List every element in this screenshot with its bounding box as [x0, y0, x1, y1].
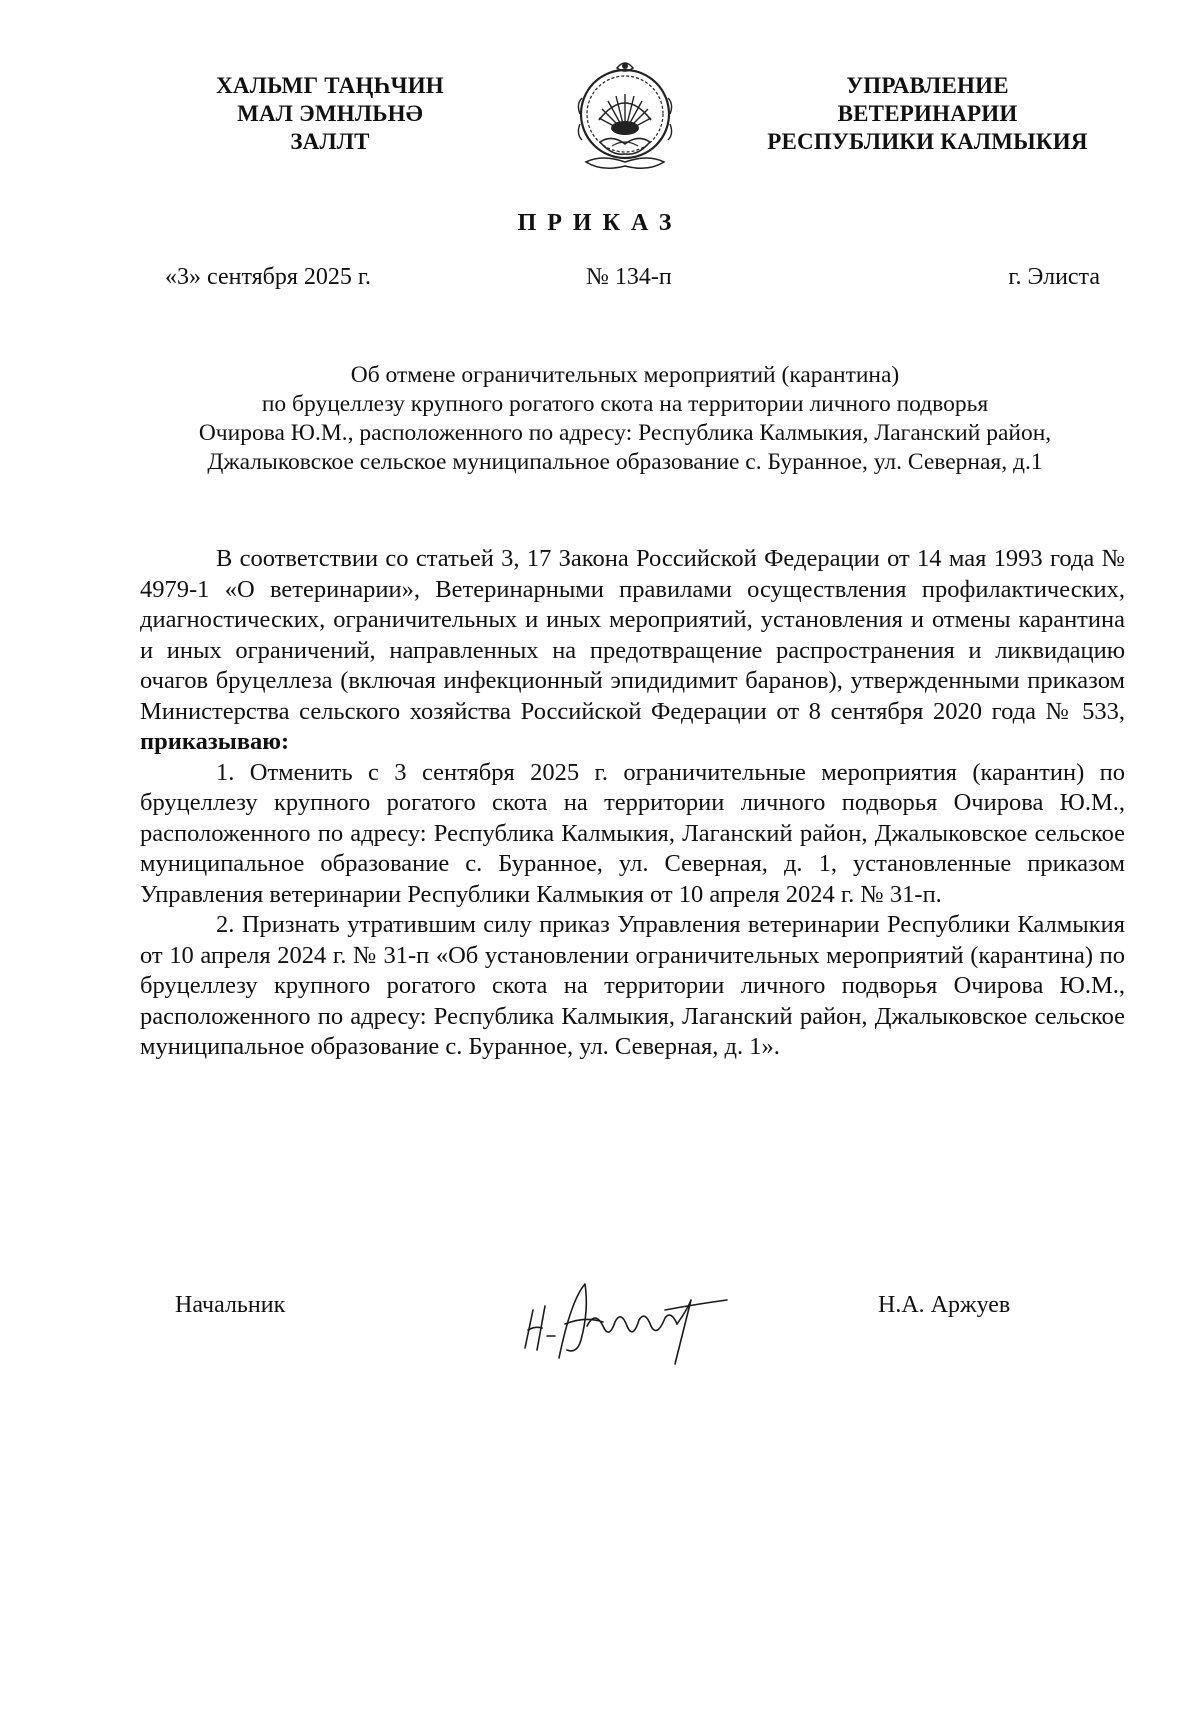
order-word: приказываю:	[140, 728, 290, 755]
document-date: «3» сентября 2025 г.	[165, 264, 372, 290]
signature-block	[0, 1270, 1200, 1380]
header-right-line-2: ВЕТЕРИНАРИИ	[837, 101, 1018, 126]
signatory-name: Н.А. Аржуев	[878, 1292, 1011, 1318]
header-russian-agency	[760, 72, 1095, 156]
header-left-line-1: ХАЛЬМГ ТАҢҺЧИН	[216, 73, 444, 98]
handwritten-signature	[515, 1270, 735, 1370]
document-subject	[130, 361, 1120, 477]
header-left-line-2: МАЛ ЭМНЛЬНӘ	[237, 101, 423, 126]
header-left-line-3: ЗАЛЛТ	[290, 129, 370, 154]
emblem-icon	[572, 58, 678, 180]
document-type-title: ПРИКАЗ	[517, 210, 683, 236]
header-right-line-1: УПРАВЛЕНИЕ	[846, 73, 1009, 98]
subject-line-4: Джалыковское сельское муниципальное образование с. Буранное, ул. Северная, д.1	[207, 449, 1043, 475]
preamble-paragraph	[140, 544, 1125, 758]
document-number: № 134-п	[586, 264, 672, 290]
preamble-text: В соответствии со статьей 3, 17 Закона Российской Федерации от 14 мая 1993 года № 4979-1 «О ветеринарии», Ветеринарными правилами осуществления профилактических, диагностических, ограничительных и иных мероприятий, установления и отмены карантина и иных ограничений, направленных на предотвращение распространения и ликвидацию очагов бруцеллеза (включая инфекционный эпидидимит баранов), утвержденными приказом Министерства сельского хозяйства Российской Федерации от 8 сентября 2020 года № 533,	[140, 545, 1125, 725]
subject-line-1: Об отмене ограничительных мероприятий (карантина)	[350, 362, 900, 388]
header-right-line-3: РЕСПУБЛИКИ КАЛМЫКИЯ	[767, 129, 1088, 154]
document-body	[140, 544, 1125, 1063]
subject-line-3: Очирова Ю.М., расположенного по адресу: Республика Калмыкия, Лаганский район,	[198, 420, 1052, 446]
header-kalmyk-agency	[190, 72, 470, 156]
order-item-1: 1. Отменить с 3 сентября 2025 г. ограничительные мероприятия (карантин) по бруцеллезу крупного рогатого скота на территории личного подворья Очирова Ю.М., расположенного по адресу: Республика Калмыкия, Лаганский район, Джалыковское сельское муниципальное образование с. Буранное, ул. Северная, д. 1, установленные приказом Управления ветеринарии Республики Калмыкия от 10 апреля 2024 г. № 31-п.	[140, 758, 1125, 908]
order-item-2: 2. Признать утратившим силу приказ Управления ветеринарии Республики Калмыкия от 10 апреля 2024 г. № 31-п «Об установлении ограничительных мероприятий (карантина) по бруцеллезу крупного рогатого скота на территории личного подворья Очирова Ю.М., расположенного по адресу: Республика Калмыкия, Лаганский район, Джалыковское сельское муниципальное образование с. Буранное, ул. Северная, д. 1».	[140, 911, 1125, 1060]
document-city: г. Элиста	[1008, 264, 1100, 290]
signatory-position: Начальник	[175, 1292, 286, 1318]
subject-line-2: по бруцеллезу крупного рогатого скота на территории личного подворья	[261, 391, 989, 417]
